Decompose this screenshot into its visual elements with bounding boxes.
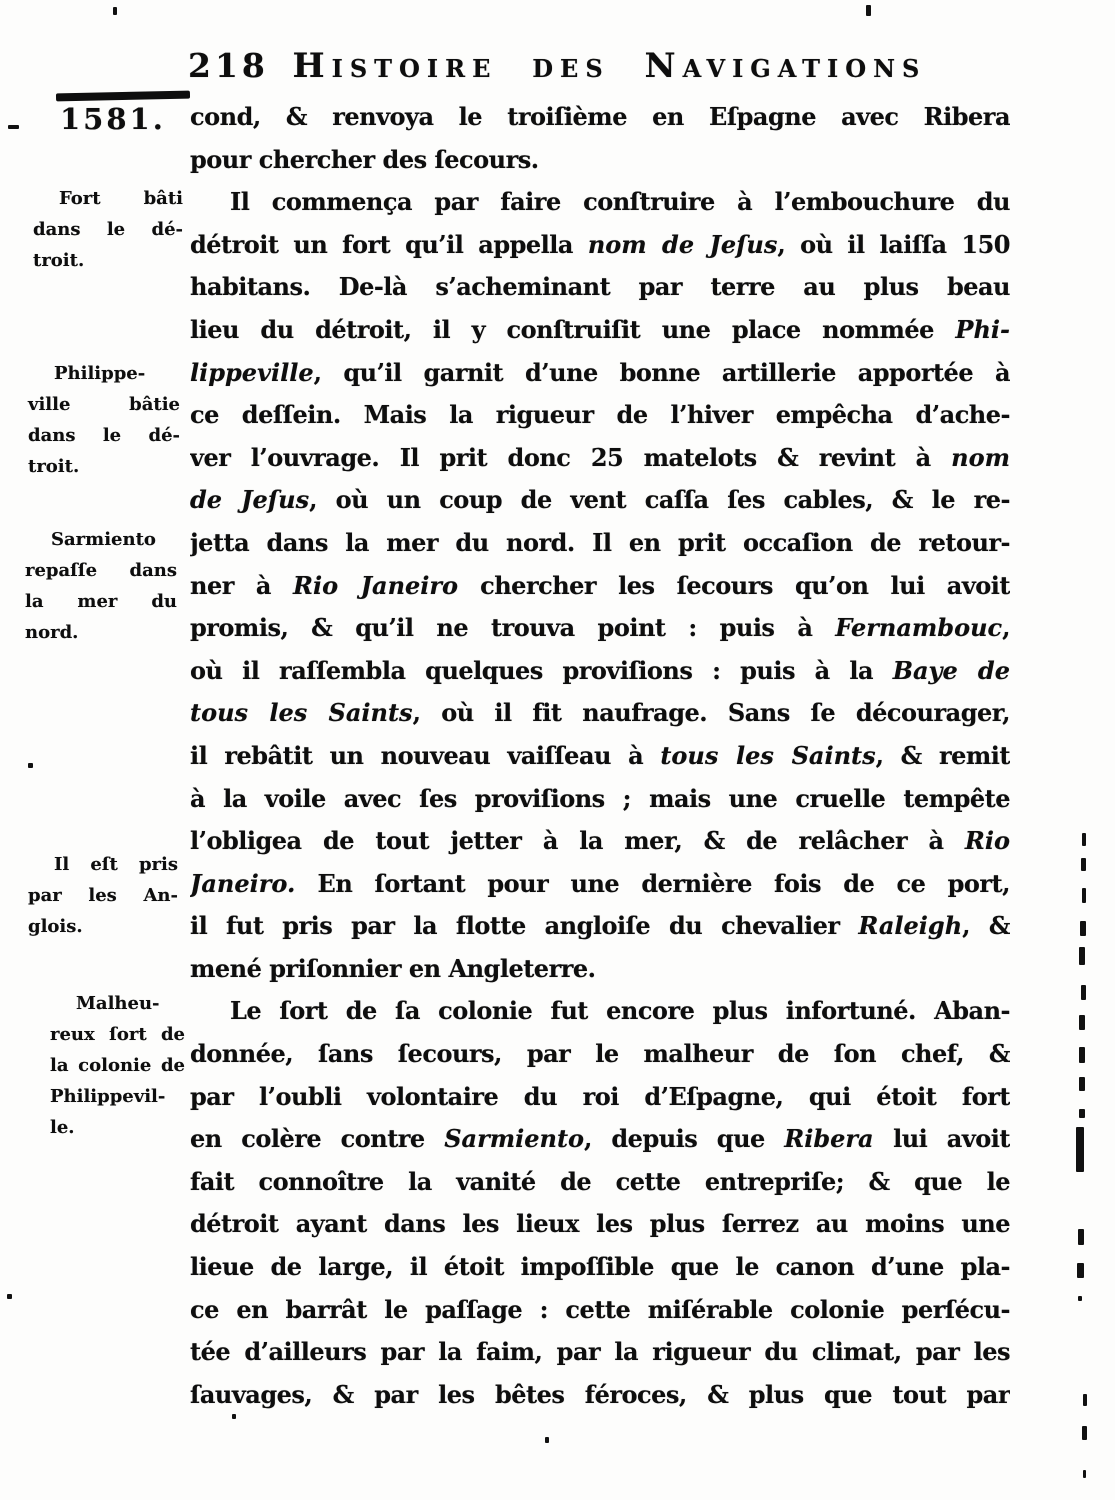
italic-text: Phi- (955, 314, 1010, 344)
body-line (190, 905, 1010, 948)
italic-text: lippeville (190, 357, 314, 387)
margin-note-line: par les An- (28, 885, 178, 906)
body-line (190, 735, 1010, 778)
margin-note-line: Philippe- (54, 363, 146, 384)
italic-text: tous les Saints (660, 740, 876, 770)
scan-speck (1079, 1015, 1085, 1030)
body-line (190, 309, 1010, 352)
body-line (190, 948, 1010, 991)
text-run: , & remit (875, 740, 1010, 770)
scan-speck (1082, 888, 1086, 903)
body-line (190, 565, 1010, 608)
margin-note (50, 988, 185, 1143)
body-line (190, 1203, 1010, 1246)
italic-text: nom (951, 442, 1010, 472)
text-run: habitans. De-là s’acheminant par terre au plus beau (190, 272, 1010, 302)
scan-speck (1083, 1470, 1086, 1478)
scan-speck (1078, 1229, 1084, 1245)
body-line (190, 607, 1010, 650)
text-run: tée d’ailleurs par la faim, par la rigueur du climat, par les (190, 1337, 1010, 1367)
body-line (190, 1374, 1010, 1417)
margin-note-line: reux ſort de (50, 1024, 185, 1045)
body-line (190, 1076, 1010, 1119)
margin-note (33, 183, 183, 276)
scan-speck (545, 1437, 549, 1443)
italic-text: de Jeſus (190, 485, 310, 515)
italic-text: Sarmiento (444, 1124, 585, 1154)
italic-text: nom de Jeſus (587, 229, 778, 259)
body-text (190, 96, 1010, 1416)
text-run: , où il laiſſa 150 (777, 229, 1010, 259)
text-run: , depuis que (584, 1124, 785, 1154)
margin-note-line: ville bâtie (28, 394, 180, 415)
body-line (190, 692, 1010, 735)
text-run: ce en barrât le paſſage : cette miſérable colonie perſécu- (190, 1294, 1010, 1324)
body-line (190, 139, 1010, 182)
text-run: ner à (190, 570, 294, 600)
text-run: il fut pris par la flotte angloiſe du chevalier (190, 911, 859, 941)
text-run: lui avoit (873, 1124, 1010, 1154)
body-line (190, 863, 1010, 906)
scan-speck (1080, 921, 1086, 936)
italic-text: tous les Saints (190, 698, 413, 728)
text-run: ce deſſein. Mais la rigueur de l’hiver empêcha d’ache- (190, 400, 1010, 430)
text-run: chercher les ſecours qu’on lui avoit (458, 570, 1010, 600)
text-run: , où il fit naufrage. Sans ſe décourager, (412, 698, 1010, 728)
scan-speck (1081, 858, 1086, 871)
body-line (190, 181, 1010, 224)
italic-text: Raleigh (858, 911, 963, 941)
text-run: l’obligea de tout jetter à la mer, & de relâcher à (190, 826, 965, 856)
body-line (190, 266, 1010, 309)
body-line (190, 1331, 1010, 1374)
text-run: où il raſſembla quelques proviſions : puis à la (190, 655, 893, 685)
text-run: , (1002, 613, 1010, 643)
italic-text: Janeiro. (190, 868, 296, 898)
body-line (190, 352, 1010, 395)
running-head (188, 46, 1010, 86)
scan-speck (1076, 1127, 1084, 1172)
scan-speck (1079, 1077, 1085, 1091)
body-line (190, 820, 1010, 863)
body-line (190, 522, 1010, 565)
body-line (190, 1161, 1010, 1204)
margin-note-line: Malheu- (76, 993, 160, 1014)
italic-text: Baye de (892, 655, 1010, 685)
text-run: lieue de large, il étoit impoſſible que le canon d’une pla- (190, 1252, 1010, 1282)
scan-speck (1079, 1047, 1085, 1063)
text-run: fait connoître la vanité de cette entrepriſe; & que le (190, 1166, 1010, 1196)
margin-note-line: Fort bâti (59, 188, 183, 209)
body-line (190, 990, 1010, 1033)
text-run: ſauvages, & par les bêtes féroces, & plus que tout par (190, 1379, 1010, 1409)
scan-speck (1082, 833, 1086, 846)
text-run: il rebâtit un nouveau vaiſſeau à (190, 740, 661, 770)
italic-text: Rio (964, 826, 1010, 856)
body-line (190, 394, 1010, 437)
margin-note-line: troit. (28, 456, 80, 477)
text-run: , qu’il garnit d’une bonne artillerie apportée à (313, 357, 1010, 387)
text-run: , où un coup de vent caſſa ſes cables, & le re- (309, 485, 1010, 515)
scan-speck (1079, 1109, 1085, 1118)
italic-text: Ribera (784, 1124, 874, 1154)
margin-column (0, 0, 188, 1500)
scan-speck (1077, 1263, 1084, 1278)
scan-speck (1078, 1296, 1082, 1301)
italic-text: Rio Janeiro (293, 570, 459, 600)
text-run: mené priſonnier en Angleterre. (190, 953, 596, 983)
text-run: , & (962, 911, 1010, 941)
body-line (190, 1033, 1010, 1076)
margin-note-line: la mer du (25, 591, 177, 612)
text-run: cond, & renvoya le troiſième en Eſpagne avec Ribera (190, 102, 1010, 131)
text-run: promis, & qu’il ne trouva point : puis à (190, 613, 836, 643)
body-line (190, 437, 1010, 480)
text-run: détroit un fort qu’il appella (190, 229, 588, 259)
text-run: en colère contre (190, 1124, 445, 1154)
page-number: 218 (188, 46, 269, 85)
running-title: Histoire des Navigations (292, 46, 927, 86)
body-line (190, 778, 1010, 821)
margin-note-line: Philippevil- (50, 1086, 166, 1107)
margin-year-rule (56, 91, 190, 102)
body-line (190, 650, 1010, 693)
body-line (190, 96, 1010, 139)
body-line (190, 1289, 1010, 1332)
text-run: à la voile avec ſes proviſions ; mais une cruelle tempête (190, 783, 1010, 813)
text-run: donnée, ſans ſecours, par le malheur de ſon chef, & (190, 1039, 1010, 1069)
margin-note-line: dans le dé- (33, 219, 183, 240)
scan-speck (866, 5, 871, 16)
margin-note (28, 358, 180, 482)
margin-note-line: Il eſt pris (54, 854, 178, 875)
scan-speck (1082, 1426, 1087, 1440)
margin-note (25, 524, 177, 648)
body-line (190, 1246, 1010, 1289)
italic-text: Fernambouc (835, 613, 1003, 643)
margin-note (28, 849, 178, 942)
text-run: pour chercher des ſecours. (190, 144, 539, 174)
margin-year: 1581. (60, 102, 166, 136)
text-run: Le ſort de ſa colonie fut encore plus infortuné. Aban- (230, 996, 1010, 1026)
text-run: jetta dans la mer du nord. Il en prit occaſion de retour- (190, 527, 1010, 557)
margin-note-line: glois. (28, 916, 83, 937)
scan-speck (1083, 1394, 1087, 1406)
scan-speck (1081, 985, 1086, 1000)
text-run: par l’oubli volontaire du roi d’Eſpagne, qui étoit fort (190, 1081, 1010, 1111)
text-run: Il commença par faire conſtruire à l’embouchure du (230, 187, 1010, 217)
margin-note-line: nord. (25, 622, 79, 643)
scan-speck (1079, 947, 1085, 965)
body-line (190, 224, 1010, 267)
margin-note-line: dans le dé- (28, 425, 180, 446)
margin-note-line: repaſſe dans (25, 560, 177, 581)
margin-note-line: troit. (33, 250, 85, 271)
text-run: lieu du détroit, il y conſtruiſit une place nommée (190, 314, 956, 344)
margin-note-line: le. (50, 1117, 75, 1138)
text-run: En ſortant pour une dernière fois de ce port, (295, 868, 1010, 898)
text-run: ver l’ouvrage. Il prit donc 25 matelots & revint à (190, 442, 952, 472)
text-run: détroit ayant dans les lieux les plus ſerrez au moins une (190, 1209, 1010, 1239)
margin-note-line: la colonie de (50, 1055, 185, 1076)
body-line (190, 1118, 1010, 1161)
body-line (190, 479, 1010, 522)
margin-note-line: Sarmiento (51, 529, 156, 550)
